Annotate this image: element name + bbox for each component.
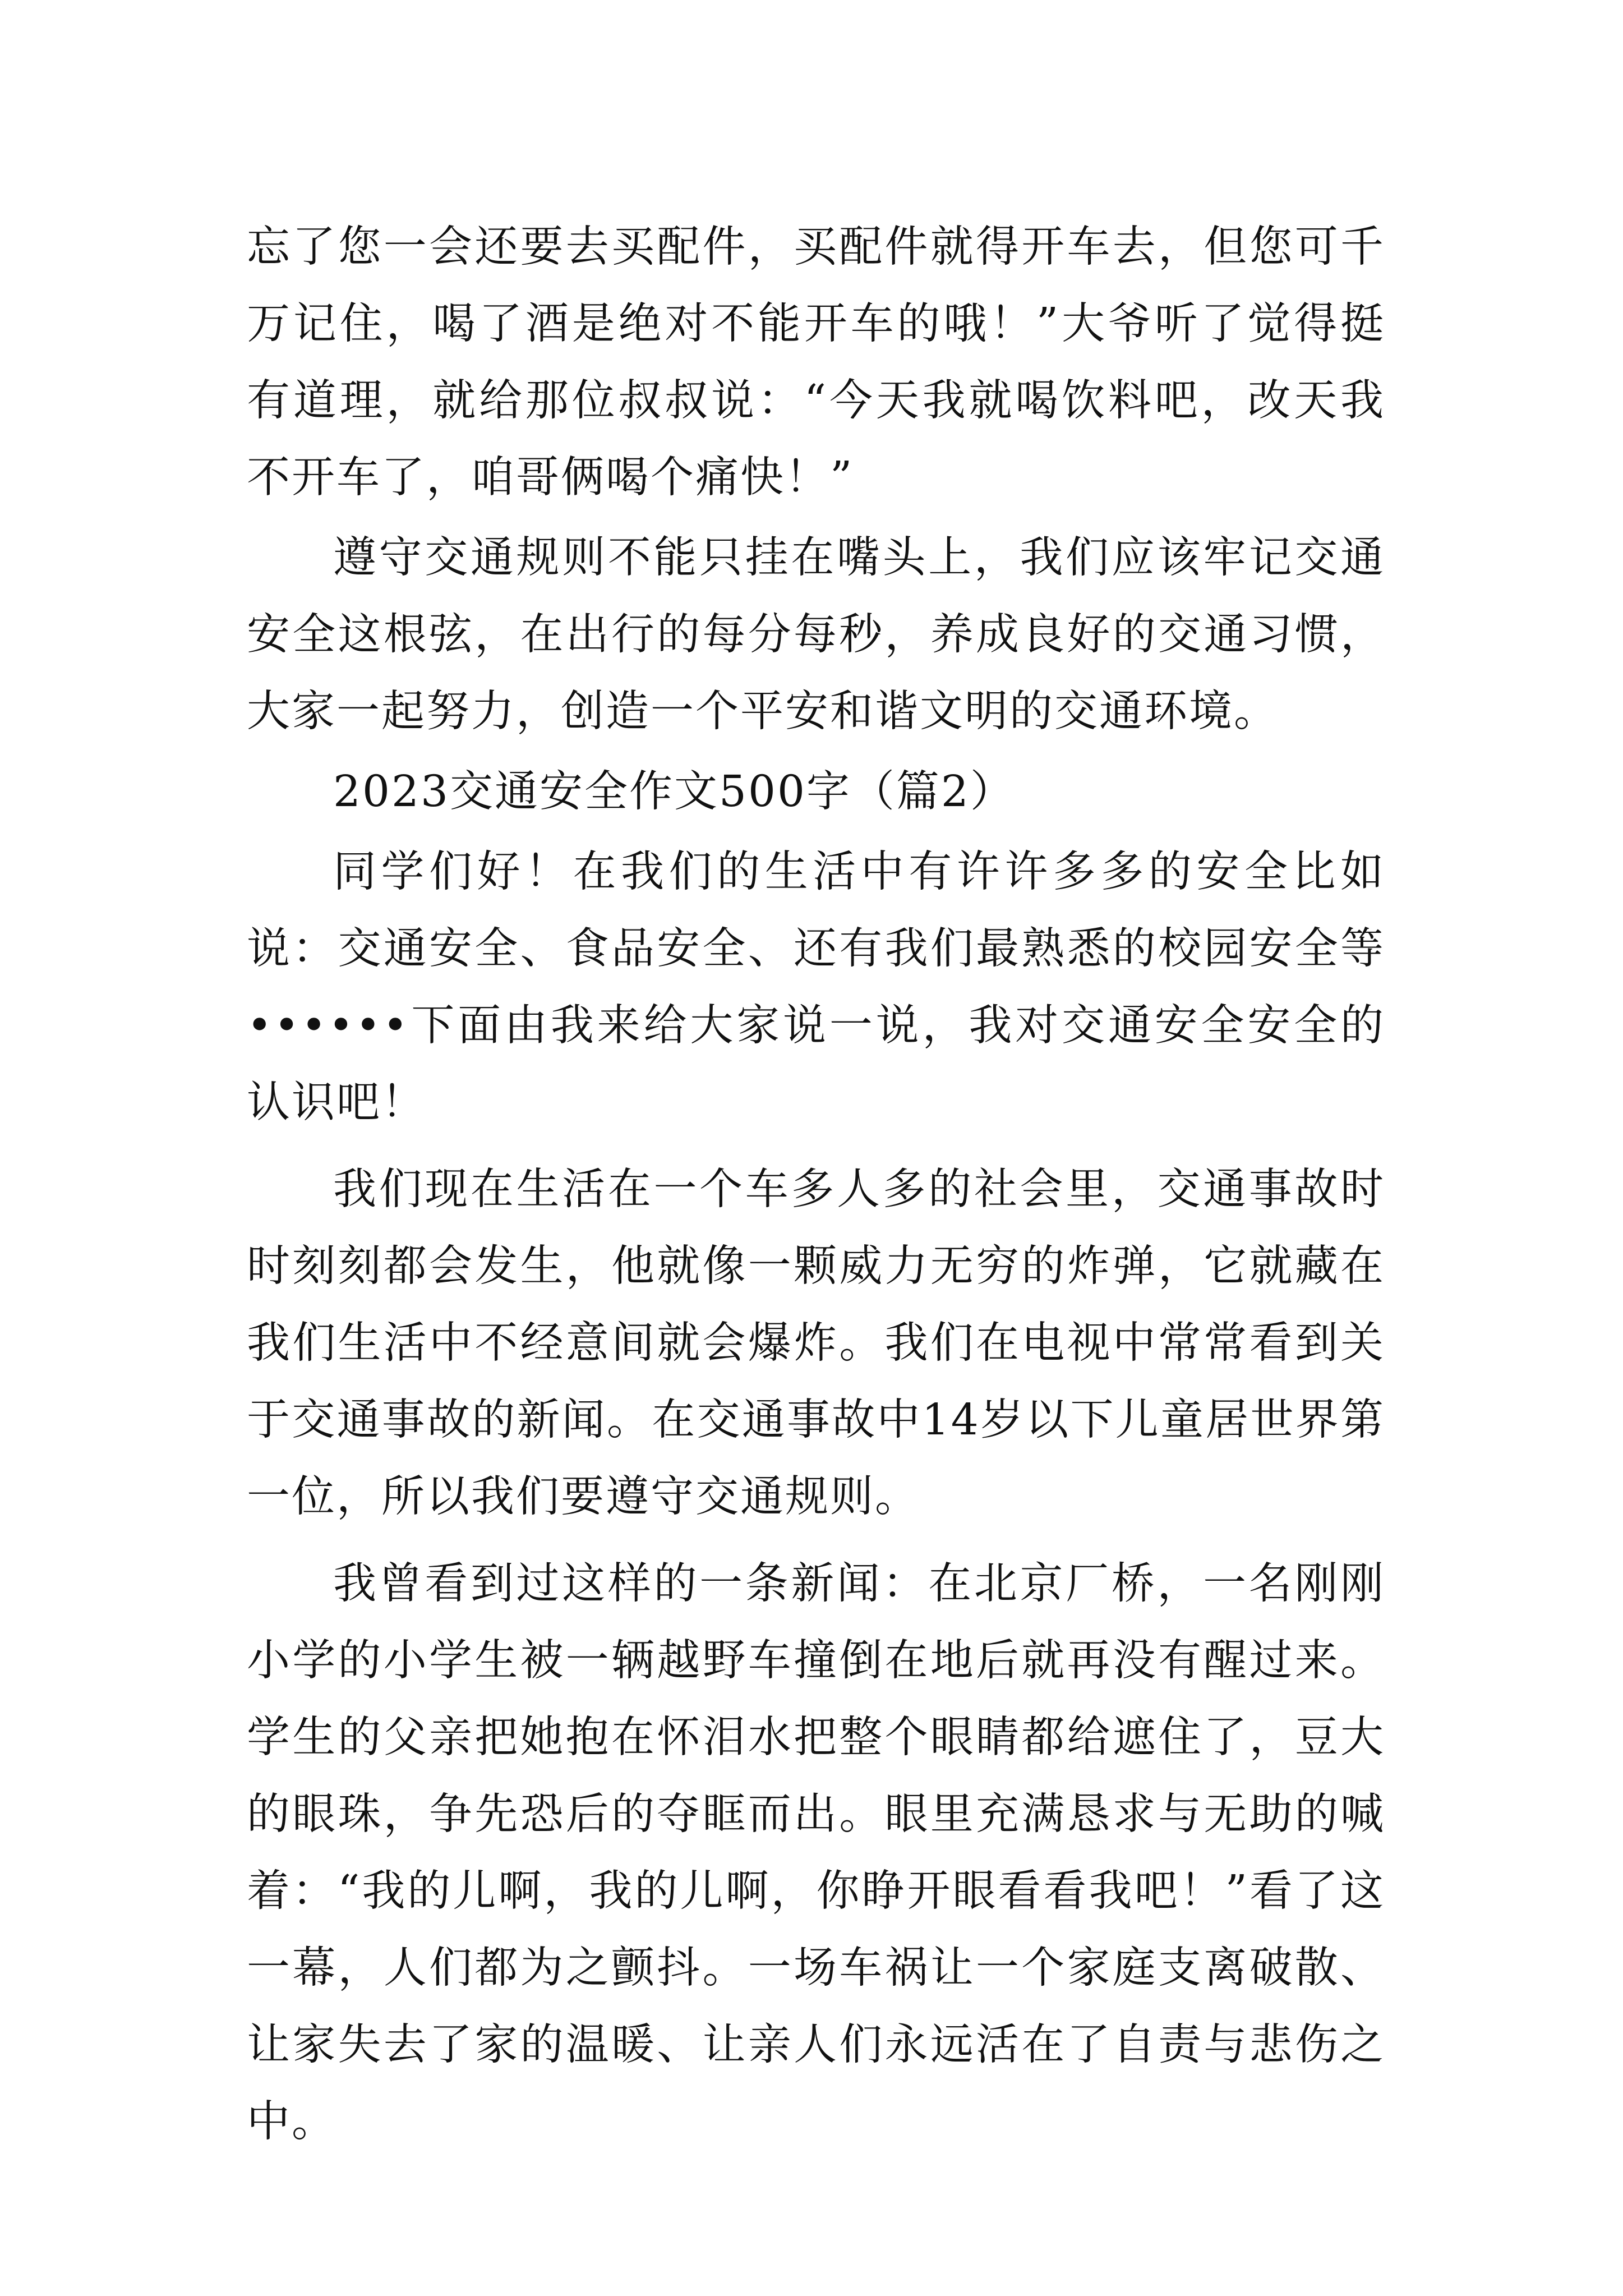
- paragraph-body-1: 我们现在生活在一个车多人多的社会里，交通事故时时刻刻都会发生，他就像一颗威力无穷的炸弹，它就藏在我们生活中不经意间就会爆炸。我们在电视中常常看到关于交通事故的新闻。在交通事故中14岁以下儿童居世界第一位，所以我们要遵守交通规则。: [247, 1165, 1385, 1522]
- paragraph-body-2: 我曾看到过这样的一条新闻：在北京厂桥，一名刚刚小学的小学生被一辆越野车撞倒在地后就再没有醒过来。学生的父亲把她抱在怀泪水把整个眼睛都给遮住了，豆大的眼珠，争先恐后的夺眶而出。眼里充满恳求与无助的喊着：“我的儿啊，我的儿啊，你睁开眼看看我吧！”看了这一幕，人们都为之颤抖。一场车祸让一个家庭支离破散、让家失去了家的温暖、让亲人们永远活在了自责与悲伤之中。: [247, 1559, 1385, 2147]
- paragraph-continuation: 忘了您一会还要去买配件，买配件就得开车去，但您可千万记住，喝了酒是绝对不能开车的哦！”大爷听了觉得挺有道理，就给那位叔叔说：“今天我就喝饮料吧，改天我不开车了，咱哥俩喝个痛快！”: [247, 222, 1385, 503]
- article-body: [247, 209, 1385, 2160]
- paragraph-conclusion: 遵守交通规则不能只挂在嘴头上，我们应该牢记交通安全这根弦，在出行的每分每秒，养成良好的交通习惯，大家一起努力，创造一个平安和谐文明的交通环境。: [247, 533, 1385, 737]
- section-heading: 2023交通安全作文500字（篇2）: [333, 767, 1015, 817]
- paragraph-intro: 同学们好！在我们的生活中有许许多多的安全比如说：交通安全、食品安全、还有我们最熟悉的校园安全等••••••下面由我来给大家说一说，我对交通安全安全的认识吧！: [247, 847, 1385, 1128]
